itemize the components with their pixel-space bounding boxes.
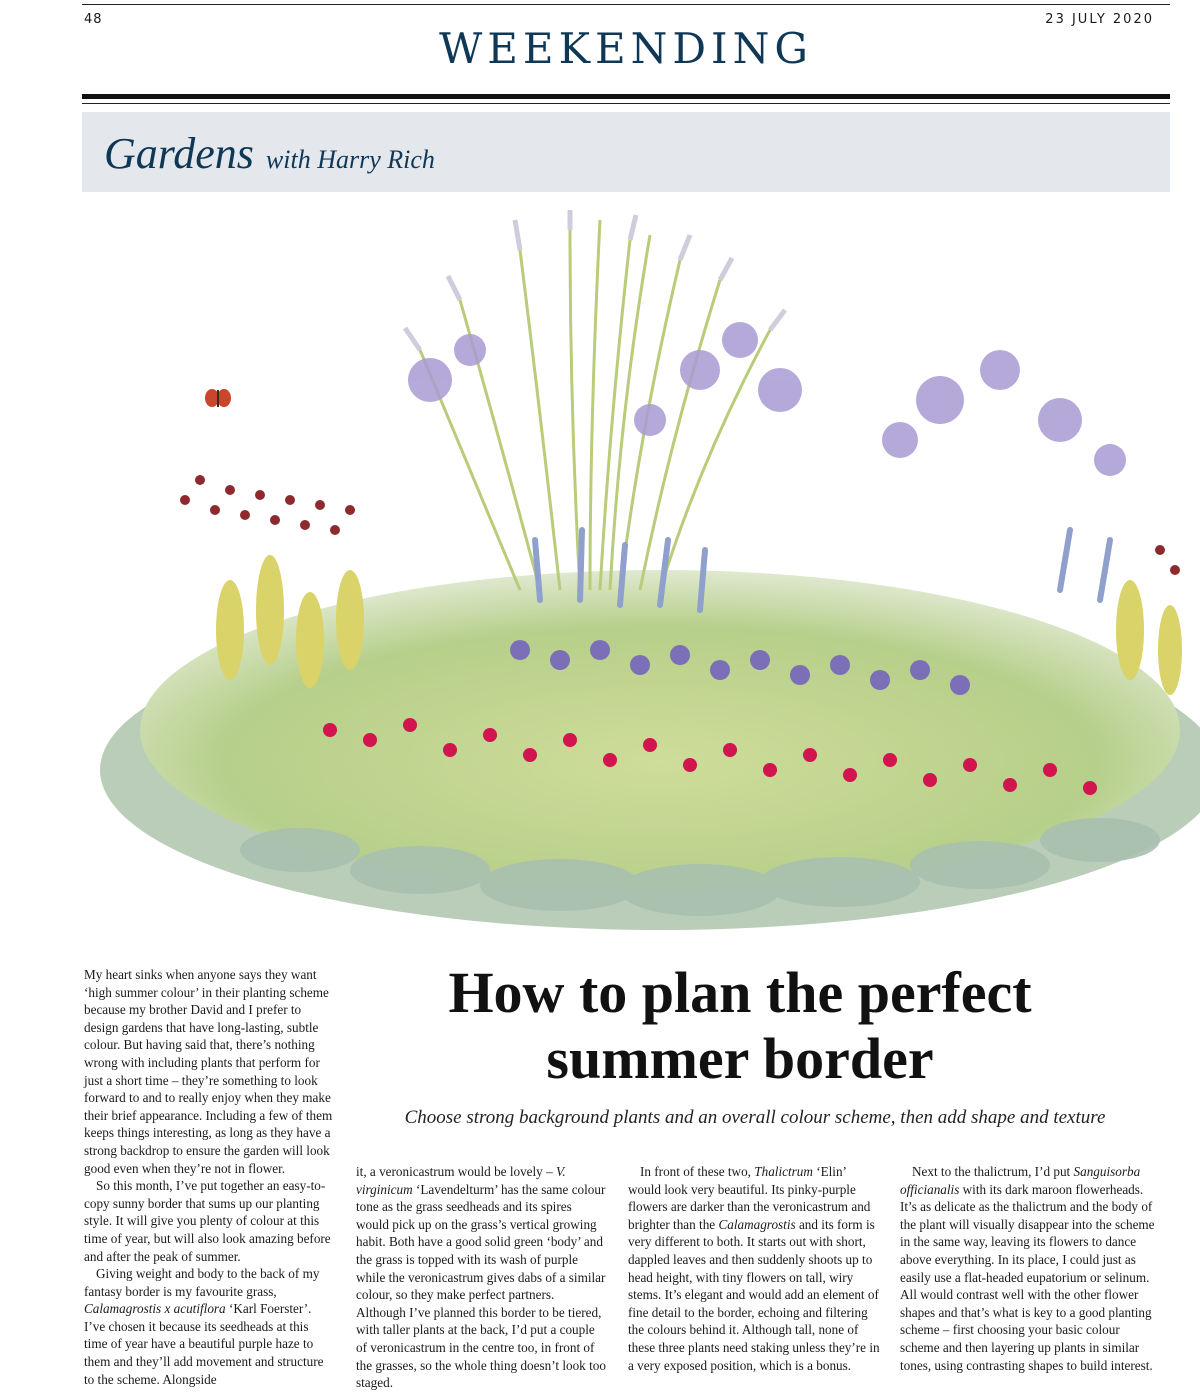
plant-name: Calamagrostis x acutiflora: [84, 1301, 226, 1317]
section-title: Gardens: [104, 129, 254, 178]
text-run: ‘Karl Foerster’. I’ve chosen it because its seedheads at this time of year have a beautiful purple haze to them and they’ll add movement and structure to the scheme. Alongside: [84, 1301, 324, 1387]
border-illustration: [0, 210, 1200, 950]
section-byline: with Harry Rich: [265, 145, 435, 174]
headline-line-2: summer border: [546, 1026, 934, 1091]
headline-line-1: How to plan the perfect: [448, 960, 1032, 1025]
paragraph: [84, 1265, 334, 1388]
masthead-thin-rule: [82, 103, 1170, 104]
text-run: Next to the thalictrum, I’d put: [912, 1164, 1074, 1179]
masthead: WEEKENDING: [439, 24, 813, 73]
text-run: with its dark maroon flowerheads. It’s as delicate as the thalictrum and the body of the plant will visually disappear into the scheme in the same way, leaving its flowers to dance above everything. In its place, I could just as easily use a flat-headed eupatorium or selinum. All would contrast well with the other flower shapes and that’s what is key to a good planting scheme – first choosing your basic colour scheme and then layering up plants in similar tones, using contrasting shapes to build interest.: [900, 1181, 1155, 1373]
paragraph: [628, 1163, 880, 1374]
thalictrum-flowers: [408, 322, 1126, 476]
paragraph: [900, 1163, 1155, 1374]
masthead-rule: [82, 94, 1170, 99]
text-run: it, a veronicastrum would be lovely –: [356, 1164, 556, 1179]
article-column-3: [628, 1163, 880, 1374]
grass-plume: [420, 220, 770, 590]
text-run: and its form is very different to both. It starts out with short, dappled leaves and then suddenly shoots up to head height, with tiny flowers on tall, wiry stems. It’s elegant and would add an element of fine detail to the border, echoing and filtering the colours behind it. Although tall, none of these three plants need staking unless they’re in a very exposed position, which is a bonus.: [628, 1216, 880, 1373]
section-band: [82, 112, 1170, 192]
text-run: In front of these two,: [640, 1164, 755, 1179]
top-rule: [82, 4, 1170, 5]
paragraph: So this month, I’ve put together an easy-to-copy sunny border that sums up our planting style. It will give you plenty of colour at this time of year, but will also look amazing before and after the peak of summer.: [84, 1178, 331, 1264]
article-column-4: [900, 1163, 1155, 1374]
article-column-2: [356, 1163, 606, 1392]
standfirst: Choose strong background plants and an overall colour scheme, then add shape and texture: [404, 1107, 1106, 1128]
plant-name: Sanguisorba officianalis: [900, 1164, 1141, 1197]
text-run: ‘Lavendelturm’ has the same colour tone as the grass seedheads and its spires would pick up on the grass’s vertical growing habit. Both have a good solid green ‘body’ and the grass is topped with its wash of purple while the veronicastrum gives dabs of a similar colour, so they make perfect partners. Although I’ve planned this border to be tiered, with taller plants at the back, I’d put a couple of veronicastrum in the centre too, in front of the grasses, so the whole thing doesn’t look too staged.: [356, 1181, 606, 1391]
plant-name: Calamagrostis: [718, 1216, 796, 1232]
article-column-1: [84, 966, 334, 1388]
text-run: Giving weight and body to the back of my fantasy border is my favourite grass,: [84, 1266, 320, 1299]
headline: [360, 960, 1120, 1092]
paragraph: My heart sinks when anyone says they want ‘high summer colour’ in their planting scheme because my brother David and I prefer to design gardens that have long-lasting, subtle colour. But having said that, there’s nothing wrong with including plants that perform for just a short time – they’re something to look forward to and to really enjoy when they make their brief appearance. Including a few of them keeps things interesting, as long as they have a strong backdrop to ensure the garden will look good even when they’re not in flower.: [84, 967, 333, 1176]
page-number: 48: [84, 12, 103, 27]
plant-name: Thalictrum: [754, 1164, 813, 1179]
issue-date: 23 JULY 2020: [1045, 12, 1154, 27]
butterfly-icon: [205, 389, 231, 407]
sanguisorba-flowers: [180, 475, 1180, 575]
paragraph: [356, 1163, 606, 1392]
text-run: ‘Elin’ would look very beautiful. Its pinky-purple flowers are darker than the veronicastrum and brighter than the: [628, 1164, 871, 1232]
plant-name: V. virginicum: [356, 1164, 566, 1197]
